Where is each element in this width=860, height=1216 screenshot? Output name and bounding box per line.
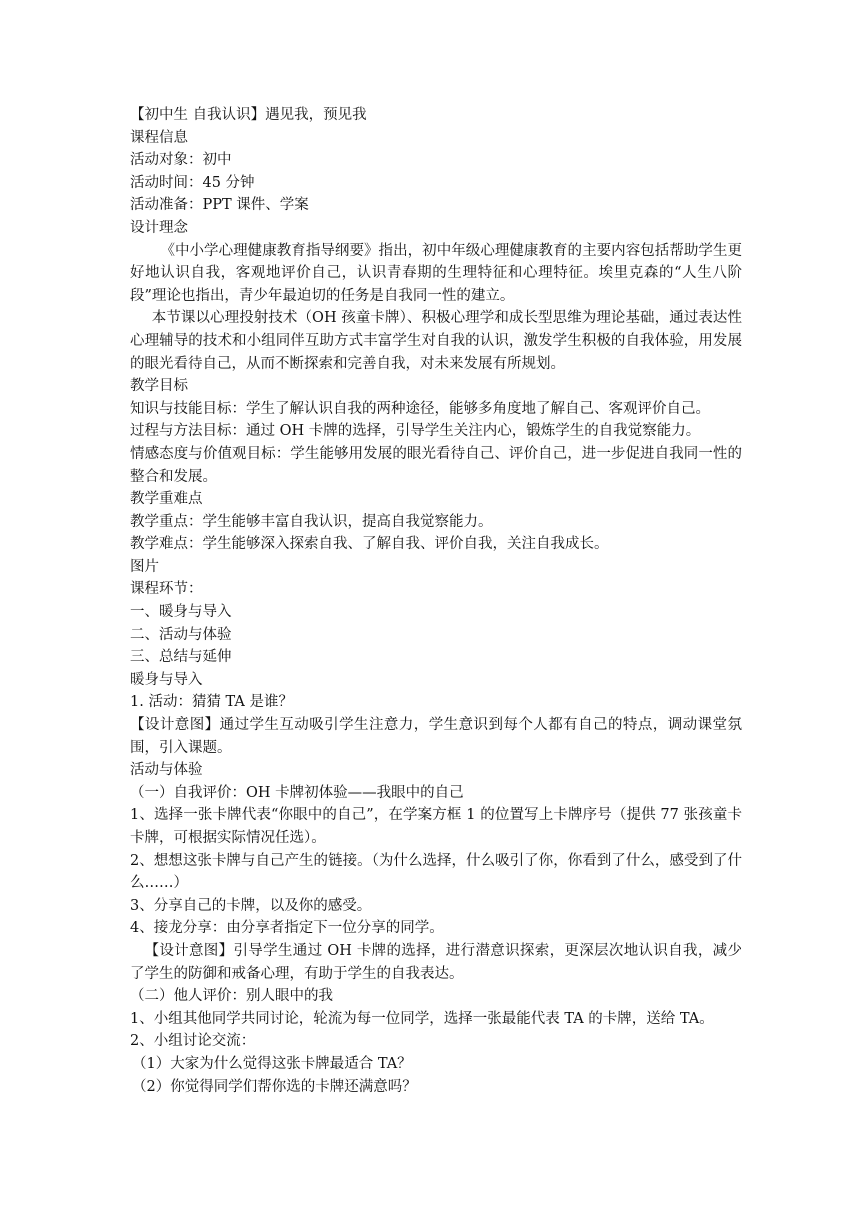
experience-heading: 活动与体验 <box>130 762 203 779</box>
image-label: 图片 <box>130 558 159 575</box>
section-item: 一、暖身与导入 <box>130 604 232 621</box>
self-evaluation-title: （一）自我评价：OH 卡牌初体验——我眼中的自己 <box>130 784 464 801</box>
peer-evaluation-title: （二）他人评价：别人眼中的我 <box>130 988 333 1005</box>
document-title: 【初中生 自我认识】遇见我，预见我 <box>130 107 367 123</box>
activity-prep: 活动准备：PPT 课件、学案 <box>130 197 309 214</box>
peer-evaluation-step-1: 1、小组其他同学共同讨论，轮流为每一位同学，选择一张最能代表 TA 的卡牌，送给 TA。 <box>130 1010 714 1027</box>
objective-process: 过程与方法目标：通过 OH 卡牌的选择，引导学生关注内心，锻炼学生的自我觉察能力。 <box>130 423 701 440</box>
section-item: 三、总结与延伸 <box>130 649 232 666</box>
objective-knowledge: 知识与技能目标：学生了解认识自我的两种途径，能够多角度地了解自己、客观评价自己。 <box>130 400 710 417</box>
section-item: 二、活动与体验 <box>130 626 232 643</box>
warmup-activity: 1. 活动：猜猜 TA 是谁？ <box>130 694 294 711</box>
design-concept-heading: 设计理念 <box>130 219 188 236</box>
warmup-design-intent: 【设计意图】通过学生互动吸引学生注意力，学生意识到每个人都有自己的特点，调动课堂氛围，引入课题。 <box>130 717 742 756</box>
self-evaluation-step-4: 4、接龙分享：由分享者指定下一位分享的同学。 <box>130 920 444 937</box>
key-points-heading: 教学重难点 <box>130 491 203 508</box>
activity-target: 活动对象：初中 <box>130 152 232 169</box>
warmup-heading: 暖身与导入 <box>130 671 203 688</box>
difficult-point: 教学难点：学生能够深入探索自我、了解自我、评价自我，关注自我成长。 <box>130 536 609 553</box>
objectives-heading: 教学目标 <box>130 378 188 395</box>
document-page <box>130 104 742 1098</box>
self-evaluation-step-1: 1、选择一张卡牌代表“你眼中的自己”，在学案方框 1 的位置写上卡牌序号（提供 77 张孩童卡卡牌，可根据实际情况任选）。 <box>130 807 742 846</box>
activity-time: 活动时间：45 分钟 <box>130 174 255 191</box>
self-evaluation-step-3: 3、分享自己的卡牌，以及你的感受。 <box>130 897 372 914</box>
key-point: 教学重点：学生能够丰富自我认识，提高自我觉察能力。 <box>130 513 493 530</box>
discussion-question-2: （2）你觉得同学们帮你选的卡牌还满意吗？ <box>132 1078 417 1095</box>
sections-heading: 课程环节： <box>130 581 203 598</box>
design-concept-paragraph-1: 《中小学心理健康教育指导纲要》指出，初中年级心理健康教育的主要内容包括帮助学生更好地认识自我，客观地评价自己，认识青春期的生理特征和心理特征。埃里克森的“人生八阶段”理论也指出，青少年最迫切的任务是自我同一性的建立。 <box>130 242 742 304</box>
design-concept-paragraph-2: 本节课以心理投射技术（OH 孩童卡牌）、积极心理学和成长型思维为理论基础，通过表达性心理辅导的技术和小组同伴互助方式丰富学生对自我的认识，激发学生积极的自我体验，用发展的眼光看待自己，从而不断探索和完善自我，对未来发展有所规划。 <box>130 310 742 372</box>
objective-emotion: 情感态度与价值观目标：学生能够用发展的眼光看待自己、评价自己，进一步促进自我同一性的整合和发展。 <box>130 445 742 485</box>
self-evaluation-step-2: 2、想想这张卡牌与自己产生的链接。（为什么选择，什么吸引了你，你看到了什么，感受到了什么……） <box>130 852 742 892</box>
course-info-heading: 课程信息 <box>130 129 188 146</box>
experience-design-intent: 【设计意图】引导学生通过 OH 卡牌的选择，进行潜意识探索，更深层次地认识自我，减少了学生的防御和戒备心理，有助于学生的自我表达。 <box>130 942 742 982</box>
peer-evaluation-step-2: 2、小组讨论交流： <box>130 1033 256 1050</box>
discussion-question-1: （1）大家为什么觉得这张卡牌最适合 TA？ <box>132 1055 412 1072</box>
